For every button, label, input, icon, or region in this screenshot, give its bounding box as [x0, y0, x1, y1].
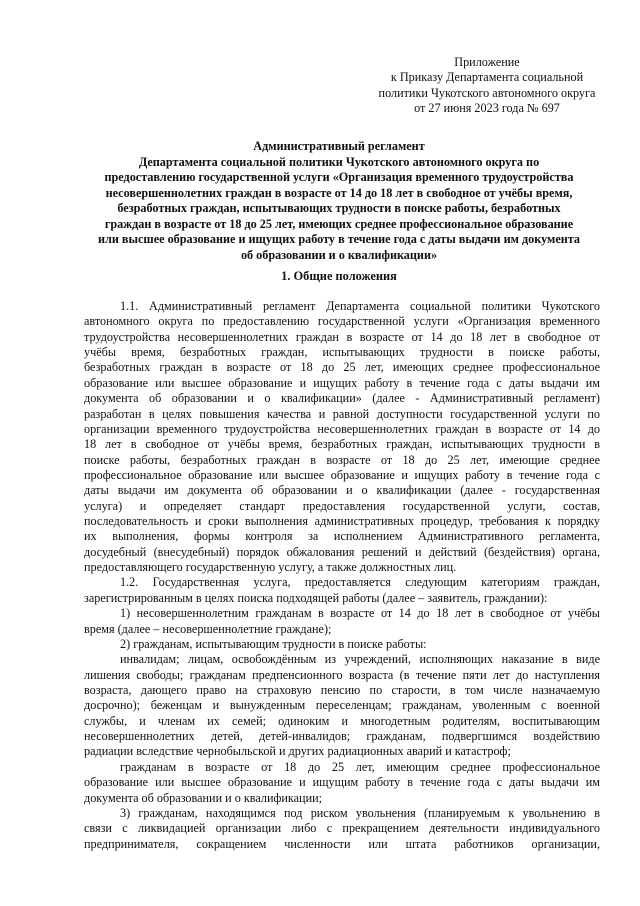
body-line: автономного округа по предоставлению государственной услуги «Организация временного — [84, 314, 600, 329]
appendix-line: от 27 июня 2023 года № 697 — [414, 101, 560, 116]
body-line: 2) гражданам, испытывающим трудности в поиске работы: — [120, 636, 427, 651]
document-body — [84, 299, 600, 852]
body-line: 18 лет в свободное от учёбы время, безработных граждан, испытывающих трудности в — [84, 437, 600, 452]
title-line: Административный регламент — [253, 139, 425, 153]
body-line: 3) гражданам, находящимся под риском увольнения (планируемым к увольнению в — [120, 805, 600, 820]
body-line: безработных граждан в возрасте от 18 до 25 лет, имеющих среднее профессиональное — [84, 360, 600, 375]
body-line: документа об образовании и о квалификации; — [84, 790, 323, 805]
appendix-block — [372, 55, 602, 117]
body-line: время (далее – несовершеннолетние граждане); — [84, 621, 332, 636]
body-line: поиске работы, безработных граждан в возрасте от 18 до 25 лет, имеющие среднее — [84, 452, 600, 467]
body-line: гражданам в возрасте от 18 до 25 лет, имеющим среднее профессиональное — [120, 759, 600, 774]
title-line: предоставлению государственной услуги «Организация временного трудоустройства — [104, 170, 574, 184]
title-line: безработных граждан, испытывающих трудности в поиске работы, безработных — [117, 201, 561, 215]
body-line: предоставляющего государственную услугу, а также должностных лиц. — [84, 560, 457, 575]
body-line: даты выдачи им документа об образовании и о квалификации (далее - государственная — [84, 483, 600, 498]
body-line: образование или высшее образование и ищущих работу в течение года с даты выдачи им — [84, 375, 600, 390]
body-line: документа об образовании и о квалификации» (далее - Административный регламент) — [84, 391, 600, 406]
body-line: службы, и членам их семей; одиноким и многодетным родителям, воспитывающим — [84, 713, 600, 728]
body-line: несовершеннолетних детей, детей-инвалидов; гражданам, подвергшимся воздействию — [84, 729, 600, 744]
body-line: последовательность и сроки выполнения административных процедур, требования к порядку — [84, 514, 600, 529]
body-line: зарегистрированным в целях поиска подходящей работы (далее – заявитель, граждании): — [84, 590, 548, 605]
document-title — [76, 139, 602, 263]
title-line: несовершеннолетних граждан в возрасте от 14 до 18 лет в свободное от учёбы время, — [105, 185, 573, 200]
appendix-line: политики Чукотского автономного округа — [378, 85, 596, 100]
appendix-line: к Приказу Департамента социальной — [390, 70, 584, 85]
title-line: или высшее образование и ищущих работу в течение года с даты выдачи им документа — [98, 232, 580, 246]
body-line: учёбы время, безработных граждан, испытывающих трудности в поиске работы, — [84, 345, 600, 360]
body-line: организации временного трудоустройства несовершеннолетних граждан в возрасте от 14 до — [84, 421, 600, 436]
body-line: возраста, дающего право на страховую пенсию по старости, в том числе назначаемую — [84, 682, 600, 697]
body-line: предпринимателя, сокращением численности или штата работников организации, — [84, 836, 600, 851]
body-line: 1.1. Административный регламент Департамента социальной политики Чукотского — [120, 299, 600, 313]
body-line: лишения свободы; гражданам предпенсионного возраста (в течение пяти лет до наступления — [84, 667, 600, 682]
title-line: Департамента социальной политики Чукотского автономного округа по — [138, 154, 540, 169]
body-line: досудебный (внесудебный) порядок обжалования решений и действий (бездействия) органа, — [84, 544, 600, 559]
title-line: об образовании и о квалификации» — [240, 247, 438, 262]
body-line: трудоустройства несовершеннолетних граждан в возрасте от 14 до 18 лет в свободное от — [84, 329, 600, 344]
body-line: радиации вследствие чернобыльской и других радиационных аварий и катастроф; — [84, 744, 511, 759]
body-line: профессиональное образование или высшее образование и ищущих работу в течение года с — [84, 467, 600, 482]
body-line: инвалидам; лицам, освобождённым из учреждений, исполняющих наказание в виде — [120, 652, 600, 667]
body-line: 1.2. Государственная услуга, предоставляется следующим категориям граждан, — [120, 575, 600, 590]
body-line: образование или высшее образование и ищущим работу в течение года с даты выдачи им — [84, 775, 600, 790]
body-line: их выполнения, формы контроля за исполнением Административного регламента, — [84, 529, 600, 544]
body-line: 1) несовершеннолетним гражданам в возрасте от 14 до 18 лет в свободное от учёбы — [120, 606, 600, 621]
body-line: услуга) и определяет стандарт предоставления государственной услуги, состав, — [84, 498, 600, 513]
body-line: разработан в целях повышения качества и равной доступности государственной услуги по — [84, 406, 600, 421]
body-line: досрочно); беженцам и вынужденным переселенцам; гражданам, уволенным с военной — [84, 698, 600, 713]
appendix-line: Приложение — [454, 55, 520, 69]
body-line: связи с ликвидацией организации либо с прекращением деятельности индивидуального — [84, 821, 600, 836]
section-heading: 1. Общие положения — [281, 269, 397, 283]
title-line: граждан в возрасте от 18 до 25 лет, имеющих среднее профессиональное образование — [104, 216, 574, 231]
